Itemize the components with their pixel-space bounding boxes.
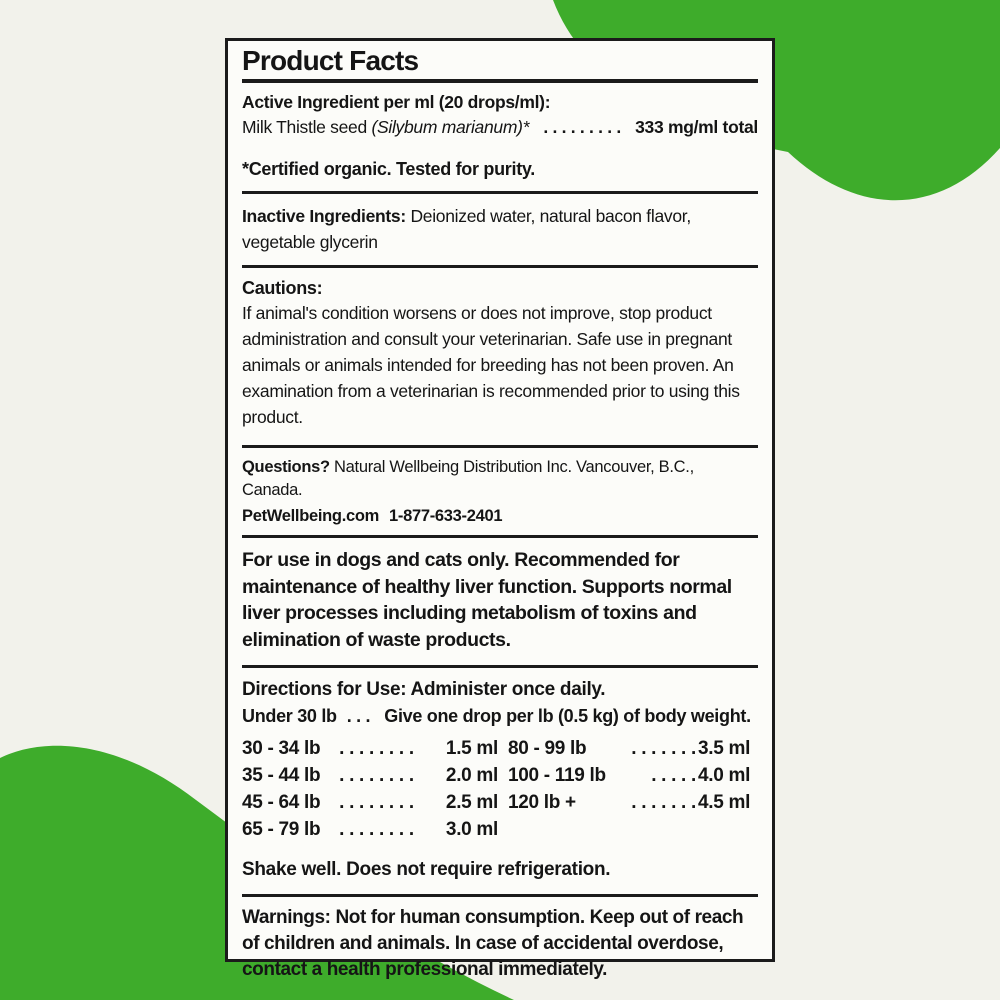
dose-row <box>508 762 758 789</box>
certified-organic-note: *Certified organic. Tested for purity. <box>242 159 535 179</box>
divider-above-use-statement <box>242 535 758 538</box>
divider-above-warnings <box>242 894 758 897</box>
dose-table <box>242 735 758 843</box>
dot-leader: . . . . . . . . <box>339 738 414 759</box>
dose-row <box>242 789 498 816</box>
dose-value: 4.5 ml <box>698 792 751 813</box>
inactive-ingredients-label: Inactive Ingredients: <box>242 206 406 226</box>
dot-leader: . . . . . . . . <box>339 792 414 813</box>
dose-value: 3.0 ml <box>445 819 498 840</box>
weight-range: 35 - 44 lb <box>242 765 321 786</box>
under-30lb-row <box>242 703 758 729</box>
phone-number: 1-877-633-2401 <box>389 507 503 525</box>
divider-above-inactive <box>242 191 758 194</box>
inactive-ingredients <box>242 203 758 255</box>
questions-label: Questions? <box>242 458 330 476</box>
warnings <box>242 905 758 983</box>
weight-range: 120 lb + <box>508 792 576 813</box>
active-ingredient-row <box>242 114 758 140</box>
dot-leader: . . . <box>346 706 371 726</box>
dose-row <box>242 735 498 762</box>
divider-above-directions <box>242 665 758 668</box>
label-title: Product Facts <box>242 45 419 76</box>
dose-value: 3.5 ml <box>698 738 751 759</box>
ingredient-latin-name: (Silybum marianum)* <box>371 117 530 137</box>
weight-range: 100 - 119 lb <box>508 765 606 786</box>
dose-table-left-column <box>242 735 498 843</box>
distributor-text: Natural Wellbeing Distribution Inc. Vancouver, B.C., Canada. <box>242 458 694 499</box>
weight-range: 80 - 99 lb <box>508 738 587 759</box>
divider-above-cautions <box>242 265 758 268</box>
weight-range: 45 - 64 lb <box>242 792 321 813</box>
warnings-label: Warnings: <box>242 907 331 928</box>
weight-range: 30 - 34 lb <box>242 738 321 759</box>
weight-range: 65 - 79 lb <box>242 819 321 840</box>
dot-leader: . . . . . . . . . <box>543 117 621 137</box>
dose-value: 2.0 ml <box>445 765 498 786</box>
dose-value: 2.5 ml <box>445 792 498 813</box>
ingredient-name: Milk Thistle seed <box>242 117 367 137</box>
warnings-text: Not for human consumption. Keep out of reach of children and animals. In case of accidental overdose, contact a health professional immediately. <box>242 907 744 980</box>
dose-value: 4.0 ml <box>698 765 751 786</box>
ingredient-amount: 333 mg/ml total <box>635 117 758 137</box>
shake-well-note: Shake well. Does not require refrigeration. <box>242 859 611 880</box>
dose-value: 1.5 ml <box>445 738 498 759</box>
active-ingredient-heading: Active Ingredient per ml (20 drops/ml): <box>242 92 551 112</box>
cautions-text: If animal's condition worsens or does not improve, stop product administration and consult your veterinarian. Safe use in pregnant animals or animals intended for breeding has not been proven. An examination from a veterinarian is recommended prior to using this product. <box>242 303 740 427</box>
product-facts-label <box>225 38 775 980</box>
divider-under-title <box>242 79 758 83</box>
directions-heading: Directions for Use: Administer once daily. <box>242 679 606 700</box>
dot-leader: . . . . . <box>651 765 696 786</box>
drop-instruction: Give one drop per lb (0.5 kg) of body weight. <box>384 706 751 726</box>
use-statement: For use in dogs and cats only. Recommended for maintenance of healthy liver function. Supports normal liver processes including metabolism of toxins and elimination of waste products. <box>242 549 732 651</box>
dose-row <box>242 816 498 843</box>
inactive-ingredients-text: Deionized water, natural bacon flavor, vegetable glycerin <box>242 206 691 252</box>
dose-row <box>242 762 498 789</box>
website-text: PetWellbeing.com <box>242 507 380 525</box>
dose-table-right-column <box>498 735 758 843</box>
dot-leader: . . . . . . . . <box>339 765 414 786</box>
dot-leader: . . . . . . . <box>631 792 696 813</box>
dose-row <box>508 735 758 762</box>
weight-range: Under 30 lb <box>242 706 337 726</box>
cautions-label: Cautions: <box>242 278 323 298</box>
dose-row <box>508 789 758 816</box>
questions-line <box>242 456 758 502</box>
dot-leader: . . . . . . . <box>631 738 696 759</box>
contact-line <box>242 505 758 528</box>
divider-above-questions <box>242 445 758 448</box>
dot-leader: . . . . . . . . <box>339 819 414 840</box>
